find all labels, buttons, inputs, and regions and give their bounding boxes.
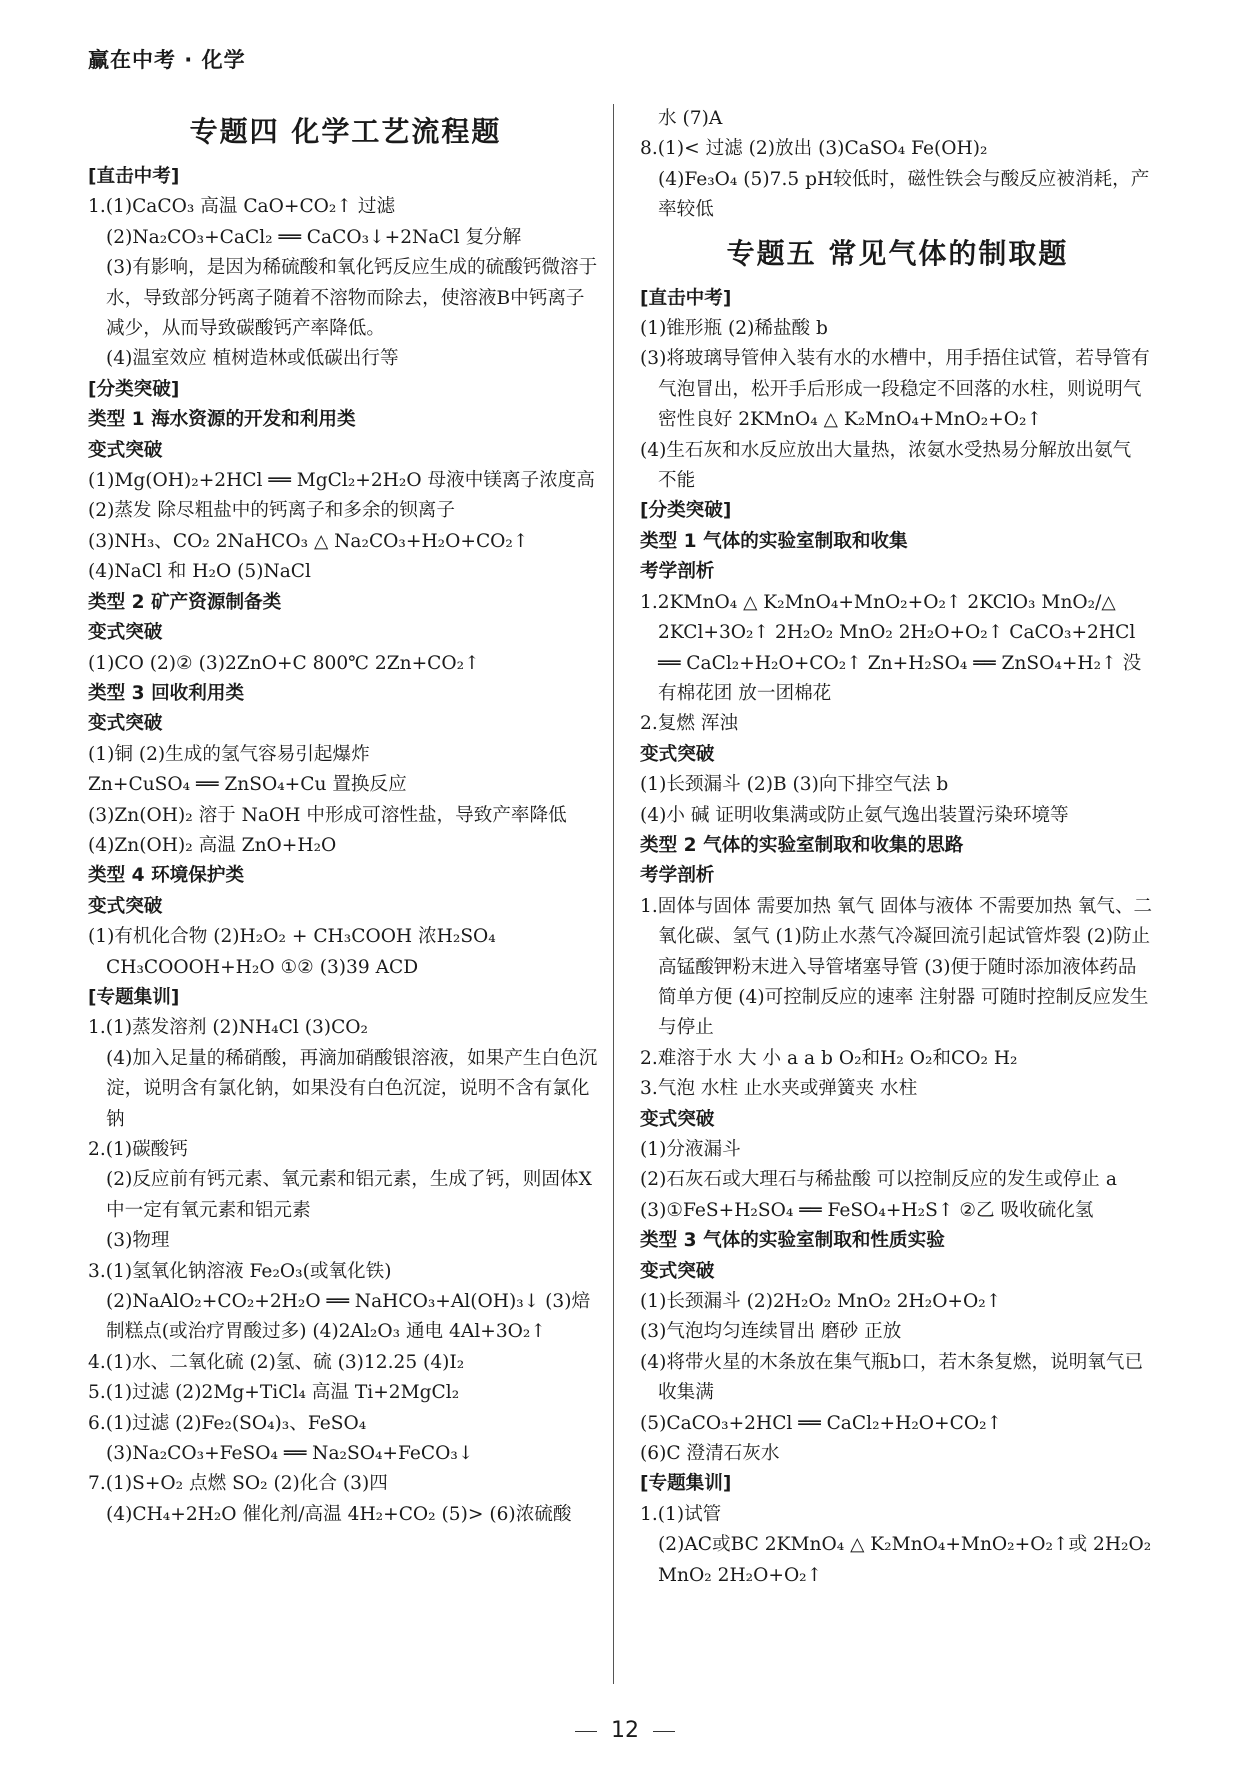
- subheading: 考学剖析: [640, 561, 715, 583]
- answer-line: (1)长颈漏斗 (2)B (3)向下排空气法 b: [640, 774, 949, 796]
- subheading: 变式突破: [640, 1108, 715, 1130]
- column-divider: [613, 104, 614, 1684]
- answer-line: (3)气泡均匀连续冒出 磨砂 正放: [640, 1321, 902, 1343]
- subheading: 类型 3 气体的实验室制取和性质实验: [640, 1230, 945, 1252]
- answer-line: 1.(1)蒸发溶剂 (2)NH₄Cl (3)CO₂: [88, 1017, 368, 1039]
- subheading: 变式突破: [640, 1260, 715, 1282]
- answer-line: (6)C 澄清石灰水: [640, 1443, 780, 1465]
- section-title: 专题四 化学工艺流程题: [189, 115, 502, 148]
- section-heading: [专题集训]: [88, 986, 180, 1008]
- answer-line: (5)CaCO₃+2HCl ══ CaCl₂+H₂O+CO₂↑: [640, 1412, 1003, 1434]
- subheading: 类型 3 回收利用类: [88, 682, 245, 704]
- answer-line: 4.(1)水、二氧化硫 (2)氢、硫 (3)12.25 (4)I₂: [88, 1351, 465, 1373]
- subheading: 变式突破: [88, 895, 163, 917]
- answer-line-indented: (4)加入足量的稀硝酸，再滴加硝酸银溶液，如果产生白色沉淀，说明含有氯化钠，如果没有白色沉淀，说明不含有氯化钠: [106, 1047, 598, 1130]
- answer-line: 3.气泡 水柱 止水夹或弹簧夹 水柱: [640, 1078, 918, 1100]
- subheading: 类型 4 环境保护类: [88, 865, 245, 887]
- answer-line: 2.复燃 浑浊: [640, 713, 739, 735]
- subheading: 类型 1 气体的实验室制取和收集: [640, 530, 908, 552]
- answer-line: (1)CO (2)② (3)2ZnO+C 800℃ 2Zn+CO₂↑: [88, 652, 480, 674]
- answer-line: (2)蒸发 除尽粗盐中的钙离子和多余的钡离子: [88, 500, 455, 522]
- subheading: 变式突破: [640, 743, 715, 765]
- answer-line: (3)NH₃、CO₂ 2NaHCO₃ △ Na₂CO₃+H₂O+CO₂↑: [88, 530, 529, 552]
- answer-line-indented: (4)温室效应 植树造林或低碳出行等: [106, 348, 399, 370]
- subheading: 变式突破: [88, 622, 163, 644]
- answer-line: (4)小 碱 证明收集满或防止氨气逸出装置污染环境等: [640, 804, 1069, 826]
- answer-line: (1)长颈漏斗 (2)2H₂O₂ MnO₂ 2H₂O+O₂↑: [640, 1291, 1002, 1313]
- answer-line-indented: 水 (7)A: [658, 108, 723, 129]
- answer-line: (3)①FeS+H₂SO₄ ══ FeSO₄+H₂S↑ ②乙 吸收硫化氢: [640, 1199, 1094, 1221]
- right-column: [640, 104, 1155, 1591]
- answer-line: (4)将带火星的木条放在集气瓶b口，若木条复燃，说明氧气已收集满: [640, 1351, 1144, 1404]
- subheading: 变式突破: [88, 439, 163, 461]
- answer-line: (2)石灰石或大理石与稀盐酸 可以控制反应的发生或停止 a: [640, 1169, 1117, 1191]
- section-heading: [直击中考]: [88, 166, 180, 187]
- page-number: 12: [0, 1718, 1250, 1743]
- subheading: 类型 2 矿产资源制备类: [88, 591, 282, 613]
- answer-line: (3)Zn(OH)₂ 溶于 NaOH 中形成可溶性盐，导致产率降低: [88, 804, 567, 826]
- answer-line: (1)Mg(OH)₂+2HCl ══ MgCl₂+2H₂O 母液中镁离子浓度高: [88, 470, 595, 492]
- section-heading: [专题集训]: [640, 1473, 732, 1495]
- running-head: 赢在中考 · 化学: [88, 48, 246, 72]
- answer-line: (4)Zn(OH)₂ 高温 ZnO+H₂O: [88, 834, 337, 856]
- answer-line: 7.(1)S+O₂ 点燃 SO₂ (2)化合 (3)四: [88, 1473, 388, 1495]
- answer-line-indented: (4)CH₄+2H₂O 催化剂/高温 4H₂+CO₂ (5)> (6)浓硫酸: [106, 1503, 572, 1525]
- answer-line-indented: (4)Fe₃O₄ (5)7.5 pH较低时，磁性铁会与酸反应被消耗，产率较低: [658, 168, 1150, 221]
- answer-line-indented: (3)物理: [106, 1230, 170, 1252]
- answer-line: 2.(1)碳酸钙: [88, 1139, 188, 1160]
- answer-line-indented: (3)有影响，是因为稀硫酸和氧化钙反应生成的硫酸钙微溶于水，导致部分钙离子随着不溶物而除去，使溶液B中钙离子减少，从而导致碳酸钙产率降低。: [106, 257, 598, 340]
- section-title: 专题五 常见气体的制取题: [726, 236, 1069, 270]
- answer-line: 3.(1)氢氧化钠溶液 Fe₂O₃(或氧化铁) (2)NaAlO₂+CO₂+2H₂O ══ NaHCO₃+Al(OH)₃↓ (3)焙制糕点(或治疗胃酸过多) (4)2Al₂O₃ 通电 4Al+3O₂↑: [88, 1260, 591, 1343]
- answer-line: 6.(1)过滤 (2)Fe₂(SO₄)₃、FeSO₄: [88, 1412, 367, 1434]
- answer-line: 8.(1)< 过滤 (2)放出 (3)CaSO₄ Fe(OH)₂: [640, 138, 988, 160]
- answer-line: 2.难溶于水 大 小 a a b O₂和H₂ O₂和CO₂ H₂: [640, 1047, 1018, 1069]
- answer-line: 1.固体与固体 需要加热 氧气 固体与液体 不需要加热 氧气、二氧化碳、氢气 (1)防止水蒸气冷凝回流引起试管炸裂 (2)防止高锰酸钾粉末进入导管堵塞导管 (3)便于随时添加液体药品 简单方便 (4)可控制反应的速率 注射器 可随时控制反应发生与停止: [640, 895, 1153, 1039]
- answer-line: 1.(1)试管: [640, 1503, 722, 1525]
- answer-line: (4)NaCl 和 H₂O (5)NaCl: [88, 561, 311, 583]
- answer-line-indented: (3)Na₂CO₃+FeSO₄ ══ Na₂SO₄+FeCO₃↓: [106, 1443, 474, 1465]
- answer-line: (1)分液漏斗: [640, 1139, 741, 1160]
- answer-line: (1)锥形瓶 (2)稀盐酸 b: [640, 318, 828, 340]
- answer-line: 1.2KMnO₄ △ K₂MnO₄+MnO₂+O₂↑ 2KClO₃ MnO₂/△ 2KCl+3O₂↑ 2H₂O₂ MnO₂ 2H₂O+O₂↑ CaCO₃+2HCl ══ CaCl₂+H₂O+CO₂↑ Zn+H₂SO₄ ══ ZnSO₄+H₂↑ 没有棉花团 放一团棉花: [640, 591, 1142, 704]
- section-heading: [分类突破]: [640, 500, 732, 522]
- answer-line: 1.(1)CaCO₃ 高温 CaO+CO₂↑ 过滤: [88, 196, 396, 218]
- subheading: 类型 1 海水资源的开发和利用类: [88, 409, 356, 431]
- answer-line: (3)将玻璃导管伸入装有水的水槽中，用手捂住试管，若导管有气泡冒出，松开手后形成一段稳定不回落的水柱，则说明气密性良好 2KMnO₄ △ K₂MnO₄+MnO₂+O₂↑: [640, 348, 1150, 431]
- answer-line-indented: (2)反应前有钙元素、氧元素和铝元素，生成了钙，则固体X中一定有氧元素和铝元素: [106, 1169, 592, 1221]
- answer-line-indented: (2)Na₂CO₃+CaCl₂ ══ CaCO₃↓+2NaCl 复分解: [106, 226, 522, 248]
- subheading: 类型 2 气体的实验室制取和收集的思路: [640, 834, 964, 856]
- answer-line: (1)铜 (2)生成的氢气容易引起爆炸: [88, 743, 370, 765]
- left-column: [88, 104, 603, 1530]
- answer-line-indented: (2)AC或BC 2KMnO₄ △ K₂MnO₄+MnO₂+O₂↑或 2H₂O₂ MnO₂ 2H₂O+O₂↑: [658, 1534, 1152, 1586]
- answer-line: 5.(1)过滤 (2)2Mg+TiCl₄ 高温 Ti+2MgCl₂: [88, 1382, 460, 1404]
- section-heading: [分类突破]: [88, 378, 180, 400]
- answer-line: Zn+CuSO₄ ══ ZnSO₄+Cu 置换反应: [88, 774, 407, 796]
- section-heading: [直击中考]: [640, 287, 732, 309]
- subheading: 考学剖析: [640, 865, 715, 887]
- answer-line: (4)生石灰和水反应放出大量热，浓氨水受热易分解放出氨气 不能: [640, 439, 1132, 492]
- answer-line: (1)有机化合物 (2)H₂O₂ + CH₃COOH 浓H₂SO₄ CH₃COOOH+H₂O ①② (3)39 ACD: [88, 926, 496, 978]
- subheading: 变式突破: [88, 713, 163, 735]
